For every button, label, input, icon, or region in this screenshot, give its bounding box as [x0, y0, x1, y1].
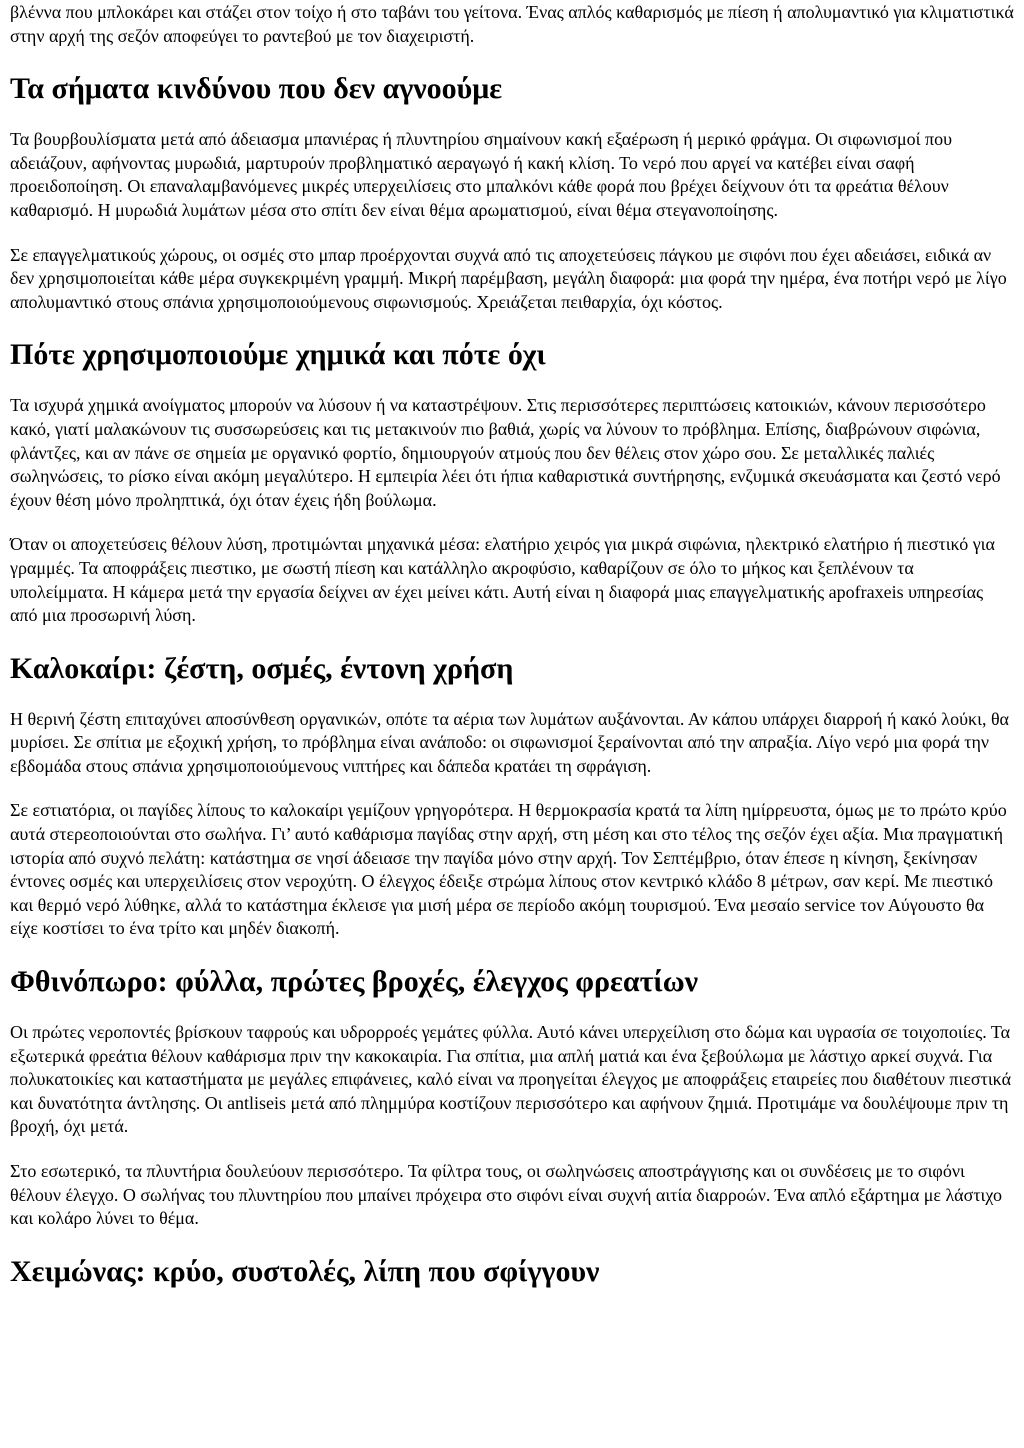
paragraph: Όταν οι αποχετεύσεις θέλουν λύση, προτιμώνται μηχανικά μέσα: ελατήριο χειρός για μικρά σιφώνια, ηλεκτρικό ελατήριο ή πιεστικό για γραμμές. Τα αποφράξεις πιεστικο, με σωστή πίεση και κατάλληλο ακροφύσιο, καθαρίζουν σε όλο το μήκος και ξεπλένουν τα υπολείμματα. Η κάμερα μετά την εργασία δείχνει αν έχει μείνει κάτι. Αυτή είναι η διαφορά μιας επαγγελματικής apofraxeis υπηρεσίας από μια προσωρινή λύση. [10, 534, 995, 626]
section-heading-autumn: Φθινόπωρο: φύλλα, πρώτες βροχές, έλεγχος φρεατίων [10, 965, 699, 999]
paragraph: Τα βουρβουλίσματα μετά από άδειασμα μπανιέρας ή πλυντηρίου σημαίνουν κακή εξαέρωση ή μερικό φράγμα. Οι σιφωνισμοί που αδειάζουν, αφήνοντας μυρωδιά, μαρτυρούν προβληματικό αεραγωγό ή κακή κλίση. Το νερό που αργεί να κατέβει είναι σαφή προειδοποίηση. Οι επαναλαμβανόμενες μικρές υπερχειλίσεις στο μπαλκόνι κάθε φορά που βρέχει δείχνουν ότι τα φρεάτια θέλουν καθαρισμό. Η μυρωδιά λυμάτων μέσα στο σπίτι δεν είναι θέμα αρωματισμού, είναι θέμα στεγανοποίησης. [10, 129, 953, 220]
section-heading-danger-signs: Τα σήματα κινδύνου που δεν αγνοούμε [10, 72, 503, 106]
paragraph: Σε εστιατόρια, οι παγίδες λίπους το καλοκαίρι γεμίζουν γρηγορότερα. Η θερμοκρασία κρατά τα λίπη ημίρρευστα, όμως με το πρώτο κρύο αυτά στερεοποιούνται στο σωλήνα. Γι’ αυτό καθάρισμα παγίδας στην αρχή, στη μέση και στο τέλος της σεζόν έχει αξία. Μια πραγματική ιστορία από συχνό πελάτη: κατάστημα σε νησί άδειασε την παγίδα μόνο στην αρχή. Τον Σεπτέμβριο, όταν έπεσε η κίνηση, ξεκίνησαν έντονες οσμές και υπερχειλίσεις στον νεροχύτη. Ο έλεγχος έδειξε στρώμα λίπους στον κεντρικό κλάδο 8 μέτρων, σαν κερί. Με πιεστικό και θερμό νερό λύθηκε, αλλά το κατάστημα έκλεισε για μισή μέρα σε περίοδο ακόμη τουρισμού. Ένα μεσαίο service τον Αύγουστο θα είχε κοστίσει το ένα τρίτο και μηδέν διακοπή. [10, 800, 1007, 939]
section-heading-winter: Χειμώνας: κρύο, συστολές, λίπη που σφίγγουν [10, 1254, 600, 1288]
paragraph: Σε επαγγελματικούς χώρους, οι οσμές στο μπαρ προέρχονται συχνά από τις αποχετεύσεις πάγκου με σιφόνι που έχει αδειάσει, ειδικά αν δεν χρησιμοποιείται κάθε μέρα συγκεκριμένη γραμμή. Μικρή παρέμβαση, μεγάλη διαφορά: μια φορά την ημέρα, ένα ποτήρι νερό με λίγο απολυμαντικό στους σπάνια χρησιμοποιούμενους σιφωνισμούς. Χρειάζεται πειθαρχία, όχι κόστος. [10, 244, 1007, 312]
section-heading-summer: Καλοκαίρι: ζέστη, οσμές, έντονη χρήση [10, 651, 514, 685]
paragraph: Τα ισχυρά χημικά ανοίγματος μπορούν να λύσουν ή να καταστρέψουν. Στις περισσότερες περιπτώσεις κατοικιών, κάνουν περισσότερο κακό, γιατί μαλακώνουν τις συσσωρεύσεις και τις μετακινούν πιο βαθιά, χωρίς να λύνουν το πρόβλημα. Επίσης, διαβρώνουν σιφώνια, φλάντζες, και αν πάνε σε σημεία με οργανικό φορτίο, δημιουργούν ατμούς που δεν θέλεις στον χώρο σου. Σε μεταλλικές παλιές σωληνώσεις, το ρίσκο είναι ακόμη μεγαλύτερο. Η εμπειρία λέει ότι ήπια καθαριστικά συντήρησης, ενζυμικά σκευάσματα και ζεστό νερό έχουν θέση μόνο προληπτικά, όχι όταν έχεις ήδη βούλωμα. [10, 395, 1001, 510]
section-heading-chemicals: Πότε χρησιμοποιούμε χημικά και πότε όχι [10, 338, 546, 372]
paragraph: Οι πρώτες νεροποντές βρίσκουν ταφρούς και υδρορροές γεμάτες φύλλα. Αυτό κάνει υπερχείλιση στο δώμα και υγρασία σε τοιχοποιίες. Τα εξωτερικά φρεάτια θέλουν καθάρισμα πριν την κακοκαιρία. Για σπίτια, μια απλή ματιά και ένα ξεβούλωμα με λάστιχο αρκεί συχνά. Για πολυκατοικίες και καταστήματα με μεγάλες επιφάνειες, καλό είναι να προηγείται έλεγχος με αποφράξεις εταιρείες που διαθέτουν πιεστικά και δυνατότητα άντλησης. Οι antliseis μετά από πλημμύρα κοστίζουν περισσότερο και αφήνουν ζημιά. Προτιμάμε να δουλέψουμε πριν τη βροχή, όχι μετά. [10, 1022, 1012, 1137]
paragraph: βλέννα που μπλοκάρει και στάζει στον τοίχο ή στο ταβάνι του γείτονα. Ένας απλός καθαρισμός με πίεση ή απολυμαντικό για κλιματιστικά στην αρχή της σεζόν αποφεύγει το ραντεβού με τον διαχειριστή. [10, 2, 1014, 46]
paragraph: Στο εσωτερικό, τα πλυντήρια δουλεύουν περισσότερο. Τα φίλτρα τους, οι σωληνώσεις αποστράγγισης και οι συνδέσεις με το σιφόνι θέλουν έλεγχο. Ο σωλήνας του πλυντηρίου που μπαίνει πρόχειρα στο σιφόνι είναι συχνή αιτία διαρροών. Ένα απλό εξάρτημα με λάστιχο και κολάρο λύνει το θέμα. [10, 1161, 1002, 1229]
paragraph: Η θερινή ζέστη επιταχύνει αποσύνθεση οργανικών, οπότε τα αέρια των λυμάτων αυξάνονται. Αν κάπου υπάρχει διαρροή ή κακό λούκι, θα μυρίσει. Σε σπίτια με εξοχική χρήση, το πρόβλημα είναι ανάποδο: οι σιφωνισμοί ξεραίνονται από την απραξία. Λίγο νερό μια φορά την εβδομάδα στους σπάνια χρησιμοποιούμενους νιπτήρες και δάπεδα κρατάει τη σφράγιση. [10, 708, 1009, 776]
